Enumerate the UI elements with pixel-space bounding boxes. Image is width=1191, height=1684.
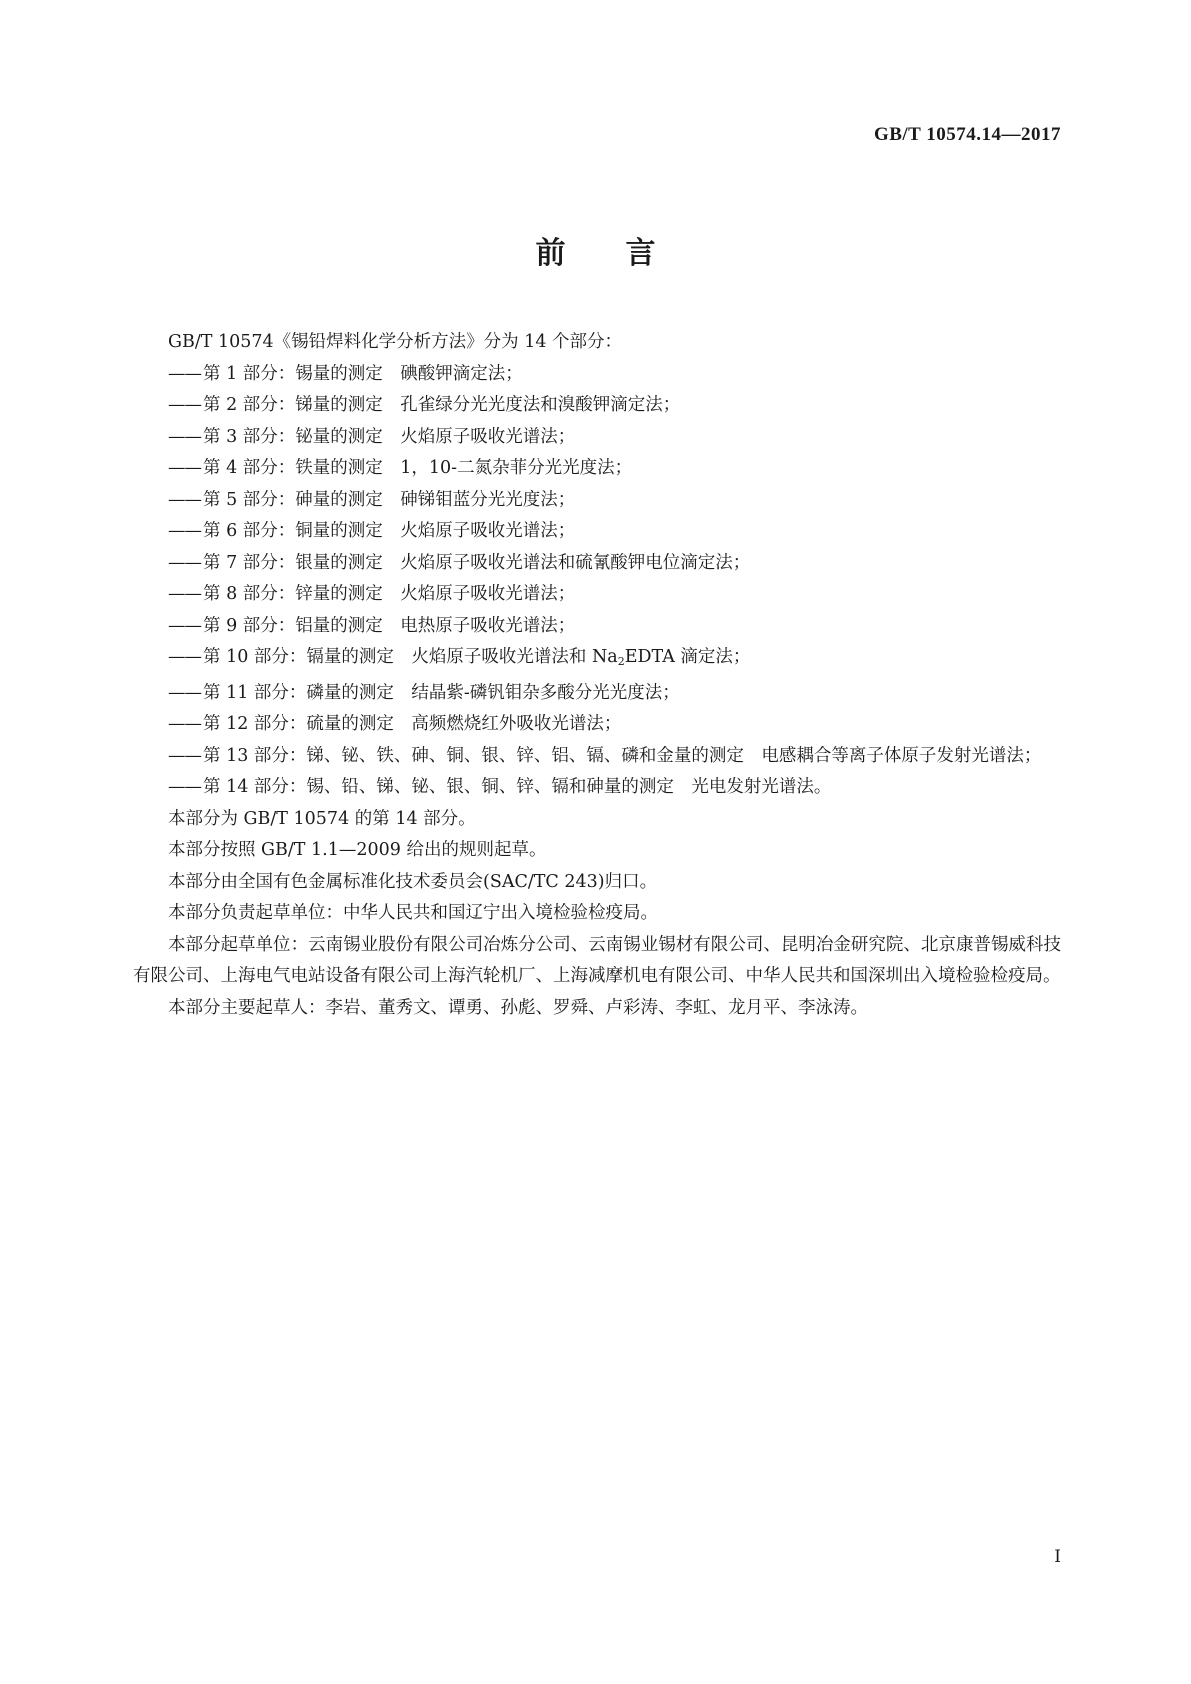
- dash-marker: ——: [168, 426, 201, 447]
- dash-marker: ——: [168, 777, 201, 797]
- dash-marker: ——: [168, 647, 201, 667]
- list-item-text: 第 1 部分：锡量的测定 碘酸钾滴定法；: [203, 363, 523, 384]
- list-item-text: 第 9 部分：铝量的测定 电热原子吸收光谱法；: [203, 615, 576, 636]
- list-item: [168, 741, 1061, 773]
- list-item: [168, 709, 1061, 741]
- dash-marker: ——: [168, 714, 201, 734]
- body-paragraph: 本部分由全国有色金属标准化技术委员会(SAC/TC 243)归口。: [168, 871, 658, 892]
- list-item: [168, 678, 1061, 710]
- list-item-text: 第 14 部分：锡、铅、锑、铋、银、铜、锌、镉和砷量的测定 光电发射光谱法。: [203, 777, 832, 797]
- body-paragraph: 本部分起草单位：云南锡业股份有限公司冶炼分公司、云南锡业锡材有限公司、昆明冶金研究院、北京康普锡威科技有限公司、上海电气电站设备有限公司上海汽轮机厂、上海减摩机电有限公司、中华人民共和国深圳出入境检验检疫局。: [133, 934, 1061, 986]
- dash-marker: ——: [168, 745, 201, 766]
- list-item-text: 第 12 部分：硫量的测定 高频燃烧红外吸收光谱法；: [203, 714, 622, 734]
- dash-marker: ——: [168, 615, 201, 636]
- list-item-text: 第 7 部分：银量的测定 火焰原子吸收光谱法和硫氰酸钾电位滴定法；: [203, 552, 751, 573]
- list-item: [168, 579, 1061, 611]
- dash-marker: ——: [168, 458, 201, 478]
- list-item-text: 第 3 部分：铋量的测定 火焰原子吸收光谱法；: [203, 426, 576, 447]
- page-number: I: [1054, 1547, 1061, 1567]
- list-item: [168, 359, 1061, 391]
- body-paragraph: 本部分按照 GB/T 1.1—2009 给出的规则起草。: [168, 840, 547, 860]
- list-item-text: 第 2 部分：锑量的测定 孔雀绿分光光度法和溴酸钾滴定法；: [203, 395, 681, 415]
- list-item-text: 第 10 部分：镉量的测定 火焰原子吸收光谱法和 Na: [203, 647, 618, 667]
- list-item-text: 第 13 部分：锑、铋、铁、砷、铜、银、锌、铝、镉、磷和金量的测定 电感耦合等离子体原子发射光谱法；: [203, 745, 1042, 766]
- subscript: 2: [617, 655, 625, 668]
- list-item-text: 第 11 部分：磷量的测定 结晶紫-磷钒钼杂多酸分光光度法；: [203, 682, 680, 703]
- list-item-text: 第 8 部分：锌量的测定 火焰原子吸收光谱法；: [203, 584, 576, 604]
- dash-marker: ——: [168, 395, 201, 415]
- dash-marker: ——: [168, 363, 201, 384]
- list-item: [168, 422, 1061, 454]
- list-item-text: 第 5 部分：砷量的测定 砷锑钼蓝分光光度法；: [203, 489, 576, 510]
- body-paragraph: 本部分为 GB/T 10574 的第 14 部分。: [168, 808, 476, 829]
- list-item: [168, 390, 1061, 422]
- body-paragraph: 本部分主要起草人：李岩、董秀文、谭勇、孙彪、罗舜、卢彩涛、李虹、龙月平、李泳涛。: [168, 997, 868, 1018]
- dash-marker: ——: [168, 682, 201, 703]
- list-item: [168, 642, 1061, 678]
- list-item: [168, 485, 1061, 517]
- list-item: [168, 453, 1061, 485]
- list-item-text: 第 6 部分：铜量的测定 火焰原子吸收光谱法；: [203, 521, 576, 541]
- dash-marker: ——: [168, 552, 201, 573]
- foreword-body: [133, 327, 1061, 1024]
- parts-list: [133, 359, 1061, 804]
- dash-marker: ——: [168, 489, 201, 510]
- intro-paragraph: GB/T 10574《锡铅焊料化学分析方法》分为 14 个部分：: [168, 332, 623, 352]
- list-item: [168, 516, 1061, 548]
- list-item-text: 第 4 部分：铁量的测定 1，10-二氮杂菲分光光度法；: [203, 458, 633, 478]
- standard-number: GB/T 10574.14—2017: [873, 124, 1061, 145]
- dash-marker: ——: [168, 521, 201, 541]
- list-item-text-cont: EDTA 滴定法；: [624, 647, 751, 667]
- dash-marker: ——: [168, 584, 201, 604]
- list-item: [168, 611, 1061, 643]
- list-item: [168, 772, 1061, 804]
- page-title: 前言: [535, 236, 716, 271]
- list-item: [168, 548, 1061, 580]
- body-paragraph: 本部分负责起草单位：中华人民共和国辽宁出入境检验检疫局。: [168, 903, 658, 923]
